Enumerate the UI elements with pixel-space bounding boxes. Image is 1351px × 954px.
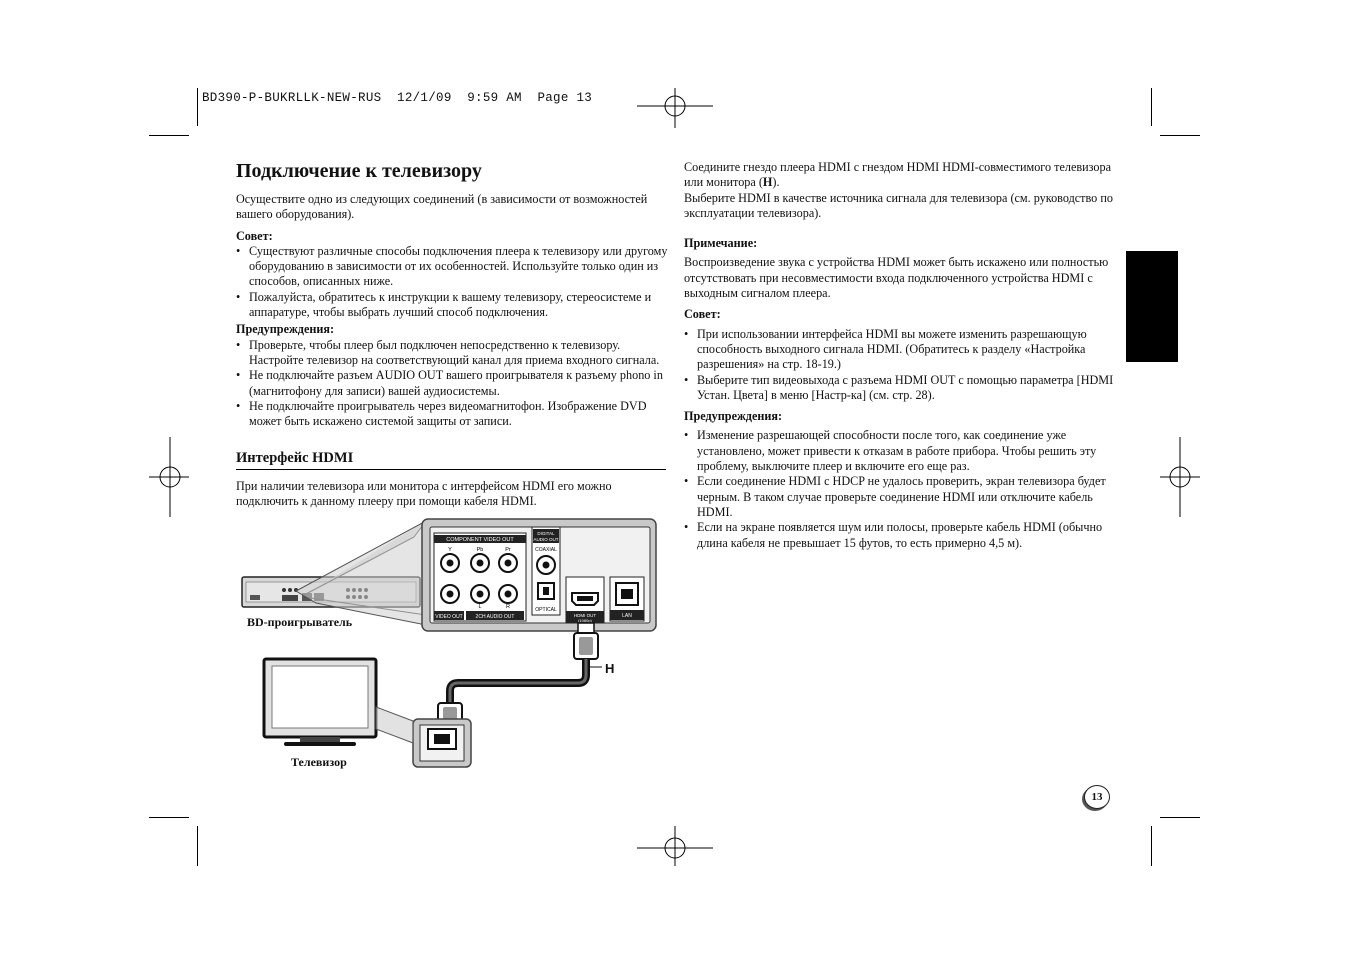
warning-heading: Предупреждения: <box>236 322 335 337</box>
player-label: BD-проигрыватель <box>247 615 353 629</box>
svg-text:LAN: LAN <box>622 613 632 619</box>
left-column <box>236 192 668 429</box>
warning-item: • Изменение разрешающей способности после того, как соединение уже установлено, может привести к отказам в работе прибора. Чтобы решить эту проблему, выключите плеер и включите его еще раз. <box>684 428 1116 474</box>
tip-heading-right: Совет: <box>684 307 721 322</box>
svg-text:VIDEO OUT: VIDEO OUT <box>435 614 463 620</box>
svg-text:AUDIO OUT: AUDIO OUT <box>533 537 559 542</box>
svg-text:Pr: Pr <box>505 547 511 553</box>
svg-text:DIGITAL: DIGITAL <box>537 531 555 536</box>
cable-label: H <box>605 661 615 676</box>
chapter-tab <box>1126 251 1178 362</box>
svg-text:R: R <box>506 604 510 610</box>
tip-item: • При использовании интерфейса HDMI вы можете изменить разрешающую способность выходного сигнала HDMI. (Обратитесь к разделу «Настройка разрешения» на стр. 18-19.) <box>684 327 1116 373</box>
page-title: Подключение к телевизору <box>236 160 482 182</box>
svg-text:L: L <box>478 604 482 610</box>
tip-item: • Пожалуйста, обратитесь к инструкции к вашему телевизору, стереосистеме и аппаратуре, чтобы выбрать лучший способ подключения. <box>236 290 668 321</box>
svg-text:HDMI OUT: HDMI OUT <box>573 613 597 618</box>
note-text: Воспроизведение звука с устройства HDMI может быть искажено или полностью отсутствовать при несовместимости входа подключенного устройства HDMI с выходным сигналом плеера. <box>684 255 1109 301</box>
hdmi-connect-text: Соедините гнездо плеера HDMI с гнездом HDMI HDMI-совместимого телевизора или монитора (H). <box>684 160 1111 190</box>
right-column <box>684 160 1116 551</box>
warning-item: • Если на экране появляется шум или полосы, проверьте кабель HDMI (обычно длина кабеля не превышает 15 футов, то есть примерно 4,5 м). <box>684 520 1116 551</box>
rear-panel-zoom <box>422 519 656 631</box>
svg-text:OPTICAL: OPTICAL <box>535 607 557 613</box>
warning-item: • Не подключайте проигрыватель через видеомагнитофон. Изображение DVD может быть искажено системой защиты от записи. <box>236 399 668 430</box>
hdmi-cable-illustration <box>438 623 602 729</box>
tip-item: • Существуют различные способы подключения плеера к телевизору или другому оборудованию в зависимости от их особенностей. Используйте только один из способов, описанных ниже. <box>236 244 668 290</box>
tip-list-right <box>684 327 1116 403</box>
svg-text:(1080p): (1080p) <box>578 618 592 623</box>
warning-heading-right: Предупреждения: <box>684 409 783 424</box>
svg-text:COAXIAL: COAXIAL <box>535 547 557 553</box>
component-video-label: COMPONENT VIDEO OUT <box>446 537 514 543</box>
page-number: 13 <box>1084 785 1110 809</box>
note-heading: Примечание: <box>684 236 758 251</box>
intro-text: Осуществите одно из следующих соединений (в зависимости от возможностей вашего оборудования). <box>236 192 648 222</box>
warning-item: • Не подключайте разъем AUDIO OUT вашего проигрывателя к разъему phono in (магнитофону для записи) вашей аудиосистемы. <box>236 368 668 399</box>
svg-text:Pb: Pb <box>476 547 484 553</box>
hdmi-source-text: Выберите HDMI в качестве источника сигнала для телевизора (см. руководство по эксплуатации телевизора). <box>684 190 1113 220</box>
tip-list <box>236 244 668 320</box>
tip-heading: Совет: <box>236 228 273 243</box>
svg-text:Y: Y <box>448 547 452 553</box>
warning-list <box>236 338 668 430</box>
hdmi-connection-diagram <box>236 515 666 775</box>
warning-list-right <box>684 428 1116 550</box>
warning-item: • Проверьте, чтобы плеер был подключен непосредственно к телевизору. Настройте телевизор на соответствующий канал для приема входного сигнала. <box>236 338 668 369</box>
tip-item: • Выберите тип видеовыхода с разъема HDMI OUT с помощью параметра [HDMI Устан. Цвета] в меню [Настр-ка] (см. стр. 28). <box>684 373 1116 404</box>
hdmi-section-text: При наличии телевизора или монитора с интерфейсом HDMI его можно подключить к данному плееру при помощи кабеля HDMI. <box>236 479 612 509</box>
tv-label: Телевизор <box>291 755 347 769</box>
svg-text:2CH AUDIO OUT: 2CH AUDIO OUT <box>475 614 515 620</box>
warning-item: • Если соединение HDMI с HDCP не удалось проверить, экран телевизора будет черным. В таком случае проверьте соединение HDMI или отключите кабель HDMI. <box>684 474 1116 520</box>
hdmi-section-heading: Интерфейс HDMI <box>236 450 666 470</box>
print-slug: BD390-P-BUKRLLK-NEW-RUS 12/1/09 9:59 AM Page 13 <box>202 91 593 105</box>
